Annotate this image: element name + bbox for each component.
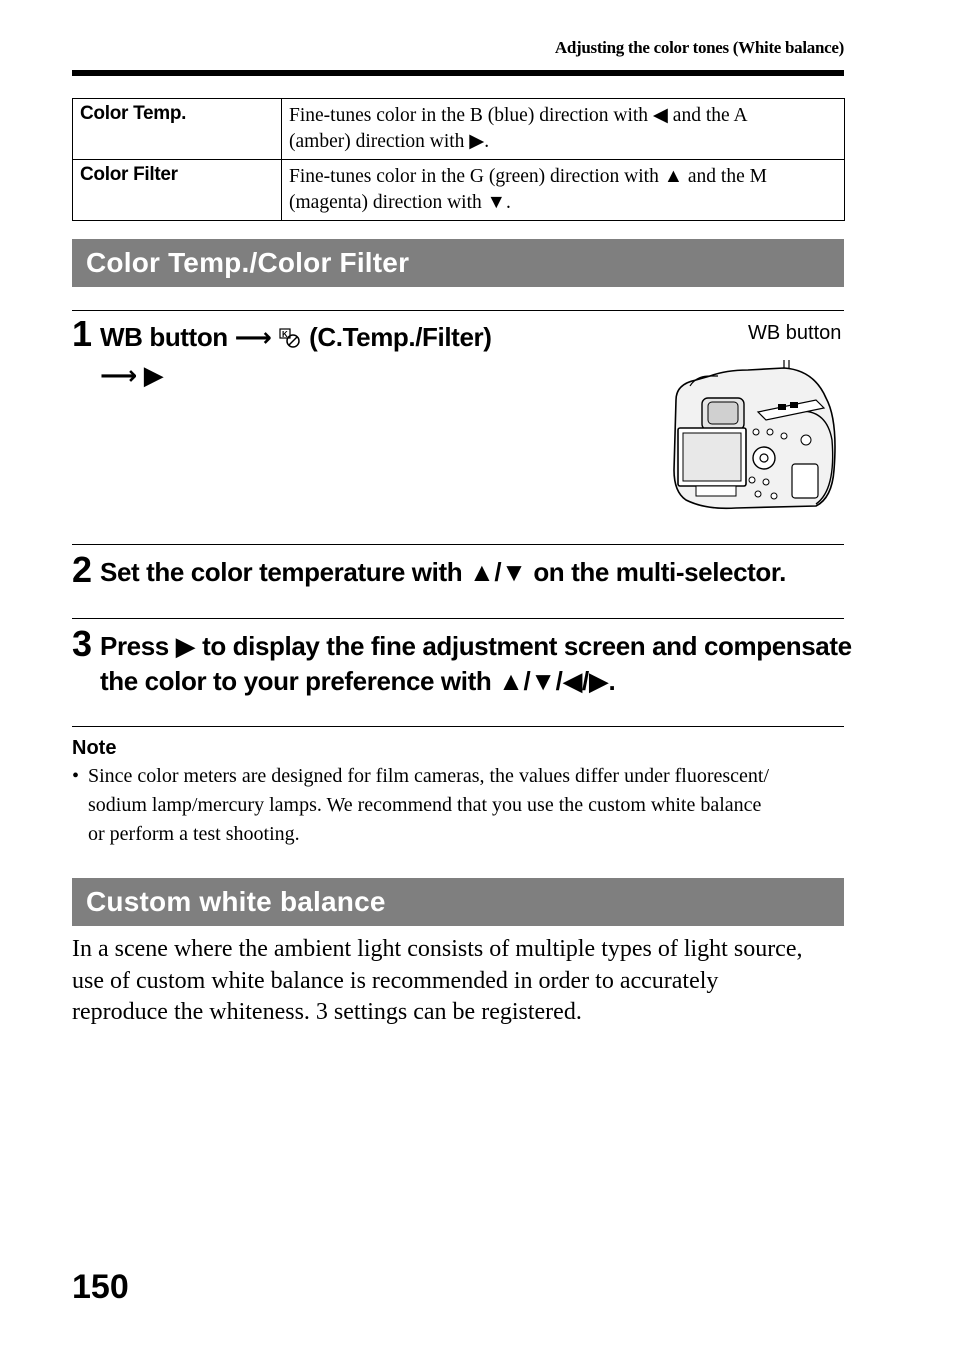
note-divider	[72, 726, 844, 727]
table-desc-line: (magenta) direction with ▼.	[289, 192, 511, 213]
step-divider	[72, 618, 844, 619]
running-header: Adjusting the color tones (White balance)	[554, 38, 844, 57]
camera-rear-illustration	[666, 340, 840, 521]
note-line: Since color meters are designed for film cameras, the values differ under fluorescent/	[88, 765, 770, 787]
header-rule	[72, 70, 844, 76]
step-number: 1	[72, 313, 93, 354]
svg-text:K: K	[282, 330, 288, 339]
color-temp-filter-icon	[278, 323, 302, 358]
body-line: In a scene where the ambient light consists of multiple types of light source,	[72, 936, 803, 962]
note-line: or perform a test shooting.	[88, 823, 300, 845]
note-bullet: •	[72, 765, 80, 787]
step-3-line: Press ▶ to display the fine adjustment screen and compensate	[100, 631, 852, 661]
table-description	[282, 99, 845, 160]
step-3-line: the color to your preference with ▲/▼/◀/▶.	[100, 666, 616, 696]
table-term: Color Temp.	[73, 99, 282, 160]
body-line: use of custom white balance is recommended in order to accurately	[72, 967, 719, 994]
table-desc-line: Fine-tunes color in the G (green) direction with ▲ and the M	[289, 166, 767, 187]
step-1-line2: ⟶ ▶	[100, 360, 164, 390]
table-description	[282, 160, 845, 221]
step-1-part2: (C.Temp./Filter)	[309, 322, 492, 352]
table-term: Color Filter	[73, 160, 282, 221]
note-line: sodium lamp/mercury lamps. We recommend that you use the custom white balance	[88, 794, 762, 816]
step-number: 2	[72, 549, 93, 590]
step-1-part1: WB button ⟶	[100, 322, 272, 352]
table-desc-line: Fine-tunes color in the B (blue) direction with ◀ and the A	[289, 105, 748, 126]
body-paragraph	[72, 934, 847, 1029]
step-3-text	[100, 629, 852, 699]
section-heading-color-temp: Color Temp./Color Filter	[72, 239, 844, 287]
table-row	[73, 160, 845, 221]
step-number: 3	[72, 623, 93, 664]
step-1-text	[100, 320, 491, 393]
step-2-text: Set the color temperature with ▲/▼ on the multi-selector.	[100, 557, 787, 587]
settings-table	[72, 98, 845, 221]
note-body	[72, 762, 847, 849]
section-heading-custom-wb: Custom white balance	[72, 878, 844, 926]
wb-button-label: WB button	[748, 322, 842, 344]
page-number: 150	[72, 1268, 129, 1306]
note-heading: Note	[72, 737, 117, 759]
step-divider	[72, 310, 844, 311]
step-divider	[72, 544, 844, 545]
table-desc-line: (amber) direction with ▶.	[289, 131, 490, 152]
table-row	[73, 99, 845, 160]
body-line: reproduce the whiteness. 3 settings can be registered.	[72, 999, 582, 1025]
